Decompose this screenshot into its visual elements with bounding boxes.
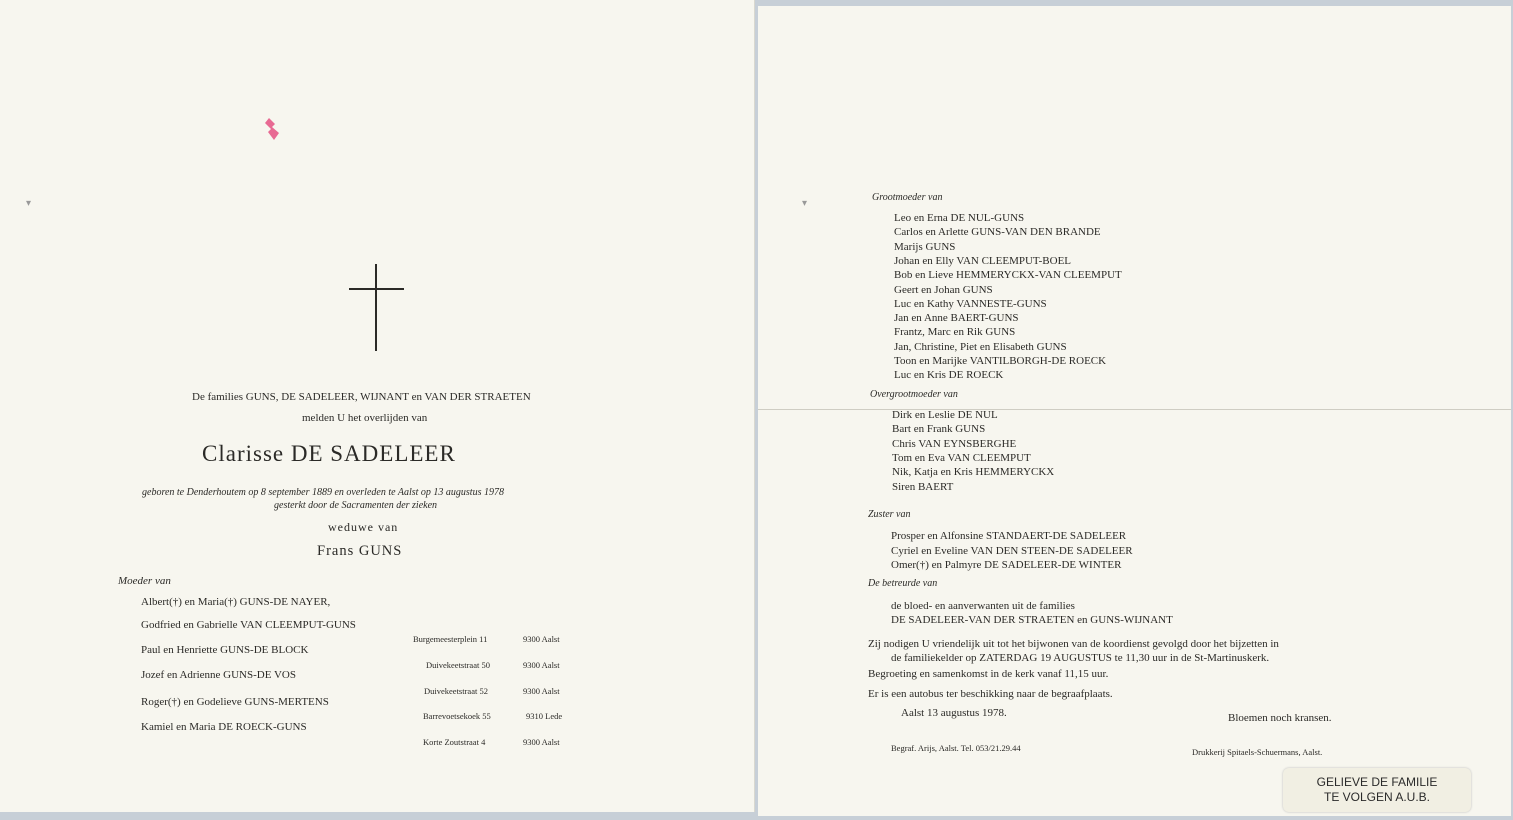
list-item: Kamiel en Maria DE ROECK-GUNS [141,721,307,733]
great-grandmother-heading: Overgrootmoeder van [870,389,958,400]
sticker-label [1283,768,1471,812]
list-item: Godfried en Gabrielle VAN CLEEMPUT-GUNS [141,619,356,631]
list-item: Dirk en Leslie DE NUL [892,409,998,421]
address-city: 9300 Aalst [523,660,560,670]
list-item: Toon en Marijke VANTILBORGH-DE ROECK [894,355,1107,367]
deceased-name: Clarisse DE SADELEER [202,441,456,466]
list-item: Johan en Elly VAN CLEEMPUT-BOEL [894,254,1072,267]
list-item: Chris VAN EYNSBERGHE [892,437,1017,450]
sacraments-line: gesterkt door de Sacramenten der zieken [274,500,438,511]
list-item: Paul en Henriette GUNS-DE BLOCK [141,644,309,656]
grandmother-heading: Grootmoeder van [872,192,943,203]
intro-line-2: melden U het overlijden van [302,412,428,424]
place-date: Aalst 13 augustus 1978. [901,707,1007,719]
address-street: Korte Zoutstraat 4 [423,737,486,747]
list-item: Cyriel en Eveline VAN DEN STEEN-DE SADELEER [891,545,1133,557]
mother-heading: Moeder van [118,575,171,587]
address-city: 9300 Aalst [523,686,560,696]
sticker-line-2: TE VOLGEN A.U.B. [1323,790,1431,804]
address-street: Barrevoetsekoek 55 [423,711,491,721]
greeting-line: Begroeting en samenkomst in de kerk vanaf 11,15 uur. [868,668,1109,680]
list-item: Luc en Kris DE ROECK [894,369,1004,382]
undertaker: Begraf. Arijs, Aalst. Tel. 053/21.29.44 [891,743,1021,753]
address-city: 9300 Aalst [523,737,560,747]
mourned-heading: De betreurde van [868,578,938,589]
cross-icon [375,264,377,351]
printer: Drukkerij Spitaels-Schuermans, Aalst. [1192,747,1323,757]
tick-mark-icon: ▾ [802,198,808,209]
list-item: Jan, Christine, Piet en Elisabeth GUNS [894,340,1067,353]
list-item: Carlos en Arlette GUNS-VAN DEN BRANDE [894,226,1101,239]
list-item: Prosper en Alfonsine STANDAERT-DE SADELEER [891,530,1127,542]
cross-bar-icon [349,288,404,290]
list-item: Nik, Katja en Kris HEMMERYCKX [892,466,1055,479]
list-item: Jozef en Adrienne GUNS-DE VOS [141,669,296,681]
bus-line: Er is een autobus ter beschikking naar de begraafplaats. [868,688,1113,700]
mourned-line-1: de bloed- en aanverwanten uit de families [891,600,1075,612]
list-item: Geert en Johan GUNS [894,283,993,296]
list-item: Bob en Lieve HEMMERYCKX-VAN CLEEMPUT [894,269,1122,282]
list-item: Frantz, Marc en Rik GUNS [894,326,1016,339]
intro-line-1: De families GUNS, DE SADELEER, WIJNANT en VAN DER STRAETEN [192,391,531,403]
list-item: Jan en Anne BAERT-GUNS [894,312,1019,325]
list-item: Tom en Eva VAN CLEEMPUT [892,451,1031,464]
list-item: Bart en Frank GUNS [892,423,986,436]
list-item: Omer(†) en Palmyre DE SADELEER-DE WINTER [891,559,1122,571]
sticker-line-1: GELIEVE DE FAMILIE [1316,775,1438,789]
list-item: Luc en Kathy VANNESTE-GUNS [894,297,1047,310]
spouse-name: Frans GUNS [317,543,403,559]
address-street: Duivekeetstraat 50 [426,660,490,670]
right-page [758,6,1511,816]
sister-heading: Zuster van [868,509,911,520]
address-street: Burgemeesterplein 11 [413,634,488,644]
fold-line [758,409,1511,410]
list-item: Marijs GUNS [894,240,956,253]
pink-mark-icon [265,118,279,140]
tick-mark-icon: ▾ [26,198,32,209]
birth-line: geboren te Denderhoutem op 8 september 1889 en overleden te Aalst op 13 augustus 1978 [142,487,504,498]
invite-line-1: Zij nodigen U vriendelijk uit tot het bijwonen van de koordienst gevolgd door het bijzetten in [868,638,1279,650]
address-city: 9310 Lede [526,711,563,721]
address-city: 9300 Aalst [523,634,560,644]
list-item: Siren BAERT [892,480,954,493]
list-item: Albert(†) en Maria(†) GUNS-DE NAYER, [141,596,331,608]
widow-label: weduwe van [328,520,399,534]
list-item: Roger(†) en Godelieve GUNS-MERTENS [141,696,329,708]
flowers-line: Bloemen noch kransen. [1228,712,1332,724]
left-page [0,0,755,812]
address-street: Duivekeetstraat 52 [424,686,488,696]
invite-line-2: de familiekelder op ZATERDAG 19 AUGUSTUS te 11,30 uur in de St-Martinuskerk. [891,652,1270,664]
mourned-line-2: DE SADELEER-VAN DER STRAETEN en GUNS-WIJNANT [891,614,1173,626]
list-item: Leo en Erna DE NUL-GUNS [894,212,1025,224]
